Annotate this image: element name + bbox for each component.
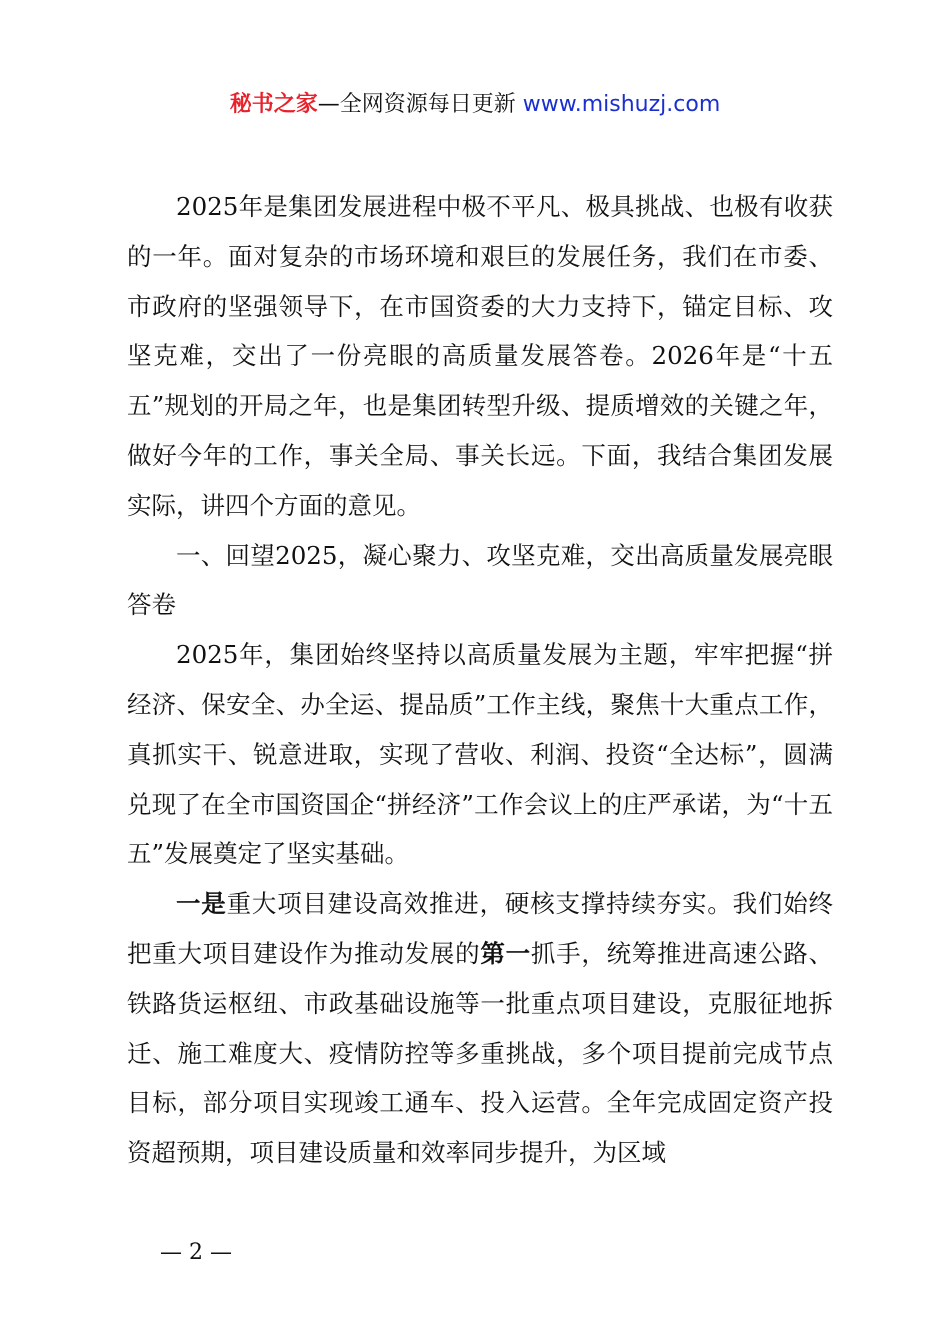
site-header	[0, 88, 950, 122]
point-one-text-b: 抓手，统筹推进高速公路、铁路货运枢纽、市政基础设施等一批重点项目建设，克服征地拆迁、施工难度大、疫情防控等多重挑战，多个项目提前完成节点目标，部分项目实现竣工通车、投入运营。全年完成固定资产投资超预期，项目建设质量和效率同步提升，为区域	[127, 938, 834, 1168]
point-one-lead: 一是	[176, 889, 227, 919]
site-tagline: —全网资源每日更新	[317, 92, 516, 117]
section-heading: 一、回望2025，凝心聚力、攻坚克难，交出高质量发展亮眼答卷	[127, 540, 833, 620]
site-url-link[interactable]: www.mishuzj.com	[522, 92, 721, 117]
review-paragraph: 2025年，集团始终坚持以高质量发展为主题，牢牢把握“拼经济、保安全、办全运、提品质”工作主线，聚焦十大重点工作，真抓实干、锐意进取，实现了营收、利润、投资“全达标”，圆满兑现了在全市国资国企“拼经济”工作会议上的庄严承诺，为“十五五”发展奠定了坚实基础。	[127, 640, 833, 869]
point-one-paragraph	[127, 879, 833, 1178]
site-brand: 秘书之家	[229, 92, 318, 117]
intro-paragraph: 2025年是集团发展进程中极不平凡、极具挑战、也极有收获的一年。面对复杂的市场环境和艰巨的发展任务，我们在市委、市政府的坚强领导下，在市国资委的大力支持下，锚定目标、攻坚克难，交出了一份亮眼的高质量发展答卷。2026年是“十五五”规划的开局之年，也是集团转型升级、提质增效的关键之年，做好今年的工作，事关全局、事关长远。下面，我结合集团发展实际，讲四个方面的意见。	[127, 192, 833, 520]
page-number: — 2 —	[160, 1240, 232, 1265]
point-one-emphasis: 第一	[480, 938, 531, 968]
point-one-text-a: 重大项目建设高效推进，硬核支撑持续夯实。我们始终把重大项目建设作为推动发展的	[127, 889, 834, 968]
document-body	[127, 182, 833, 1178]
